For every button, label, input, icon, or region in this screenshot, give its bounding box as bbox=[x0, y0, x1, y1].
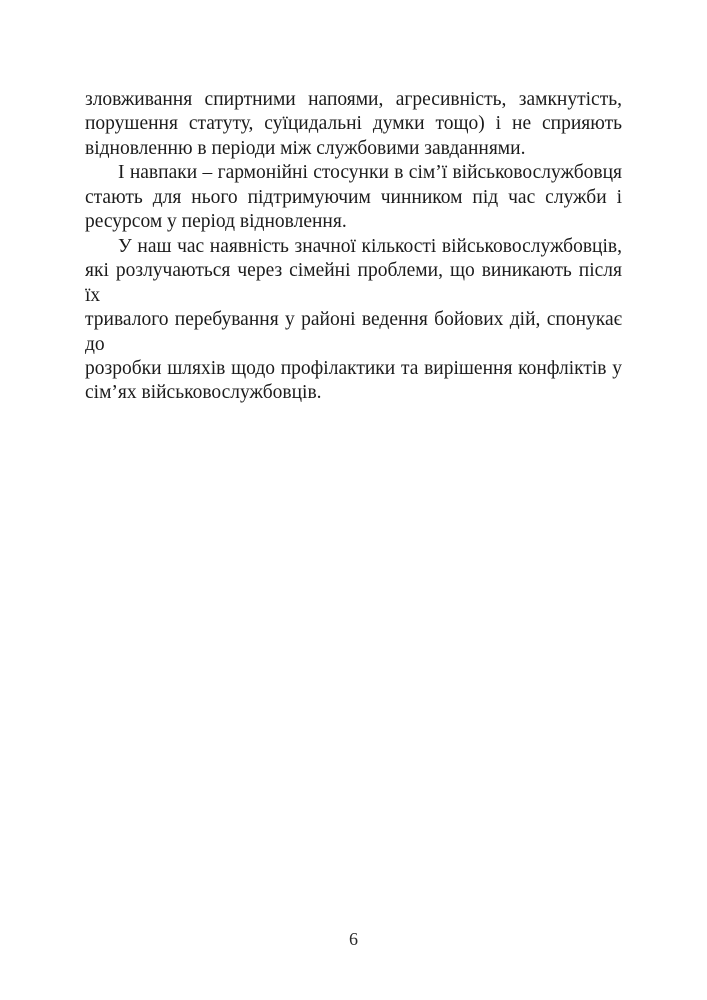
paragraph bbox=[85, 161, 622, 234]
page-number: 6 bbox=[349, 929, 358, 949]
text-line: тривалого перебування у районі ведення бойових дій, спонукає до bbox=[85, 309, 622, 355]
text-line: розробки шляхів щодо профілактики та вирішення конфліктів у bbox=[85, 357, 622, 379]
text-line: І навпаки – гармонійні стосунки в сім’ї військовослужбовця bbox=[118, 162, 622, 184]
text-line: сім’ях військовослужбовців. bbox=[85, 382, 322, 404]
text-line: відновленню в періоди між службовими завданнями. bbox=[85, 137, 526, 159]
text-line: ресурсом у період відновлення. bbox=[85, 211, 347, 233]
text-line: зловживання спиртними напоями, агресивність, замкнутість, bbox=[85, 89, 622, 110]
text-line: стають для нього підтримуючим чинником під час служби і bbox=[85, 186, 622, 208]
text-line: У наш час наявність значної кількості військовослужбовців, bbox=[118, 235, 622, 257]
paragraph bbox=[85, 235, 622, 406]
paragraph bbox=[85, 88, 622, 161]
text-block bbox=[85, 88, 622, 406]
text-line: порушення статуту, суїцидальні думки тощо) і не сприяють bbox=[85, 113, 622, 135]
text-line: які розлучаються через сімейні проблеми, що виникають після їх bbox=[85, 260, 622, 306]
